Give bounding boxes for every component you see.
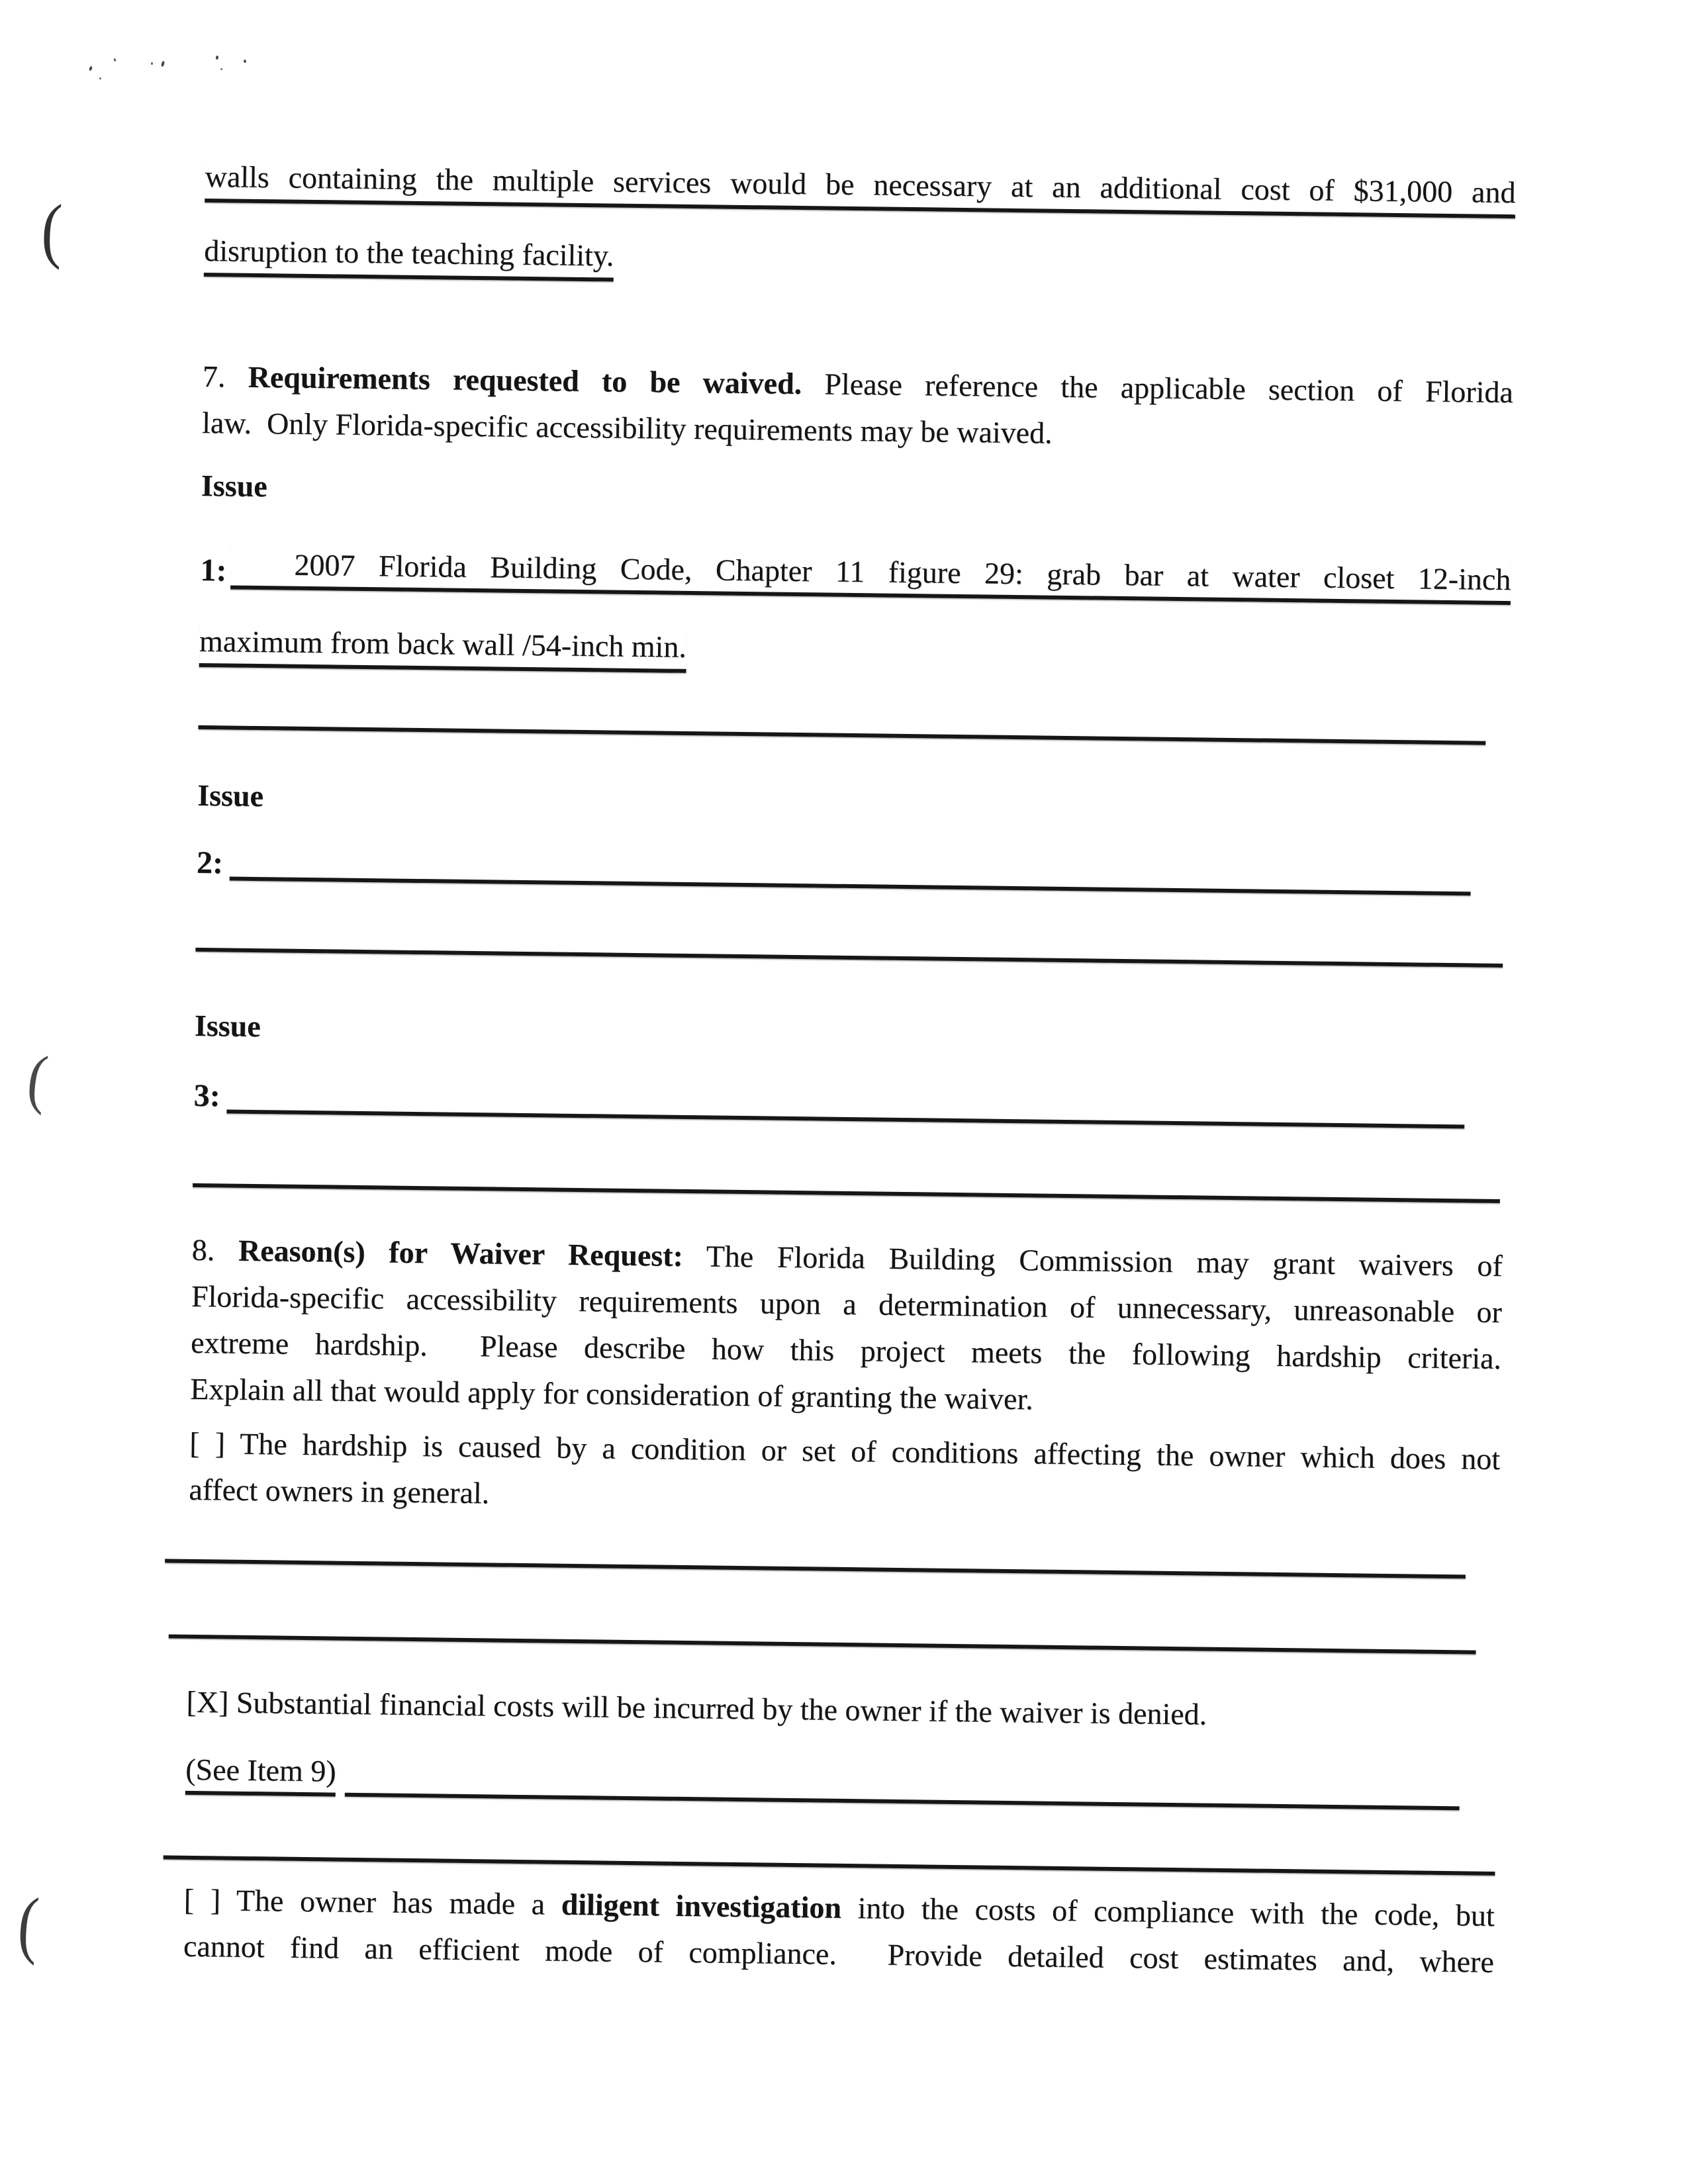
issue-2-row bbox=[197, 844, 1508, 897]
issue-2-fill-line bbox=[230, 877, 1471, 896]
ink-speck bbox=[161, 61, 165, 68]
blank-rule-4 bbox=[165, 1559, 1466, 1578]
diligent-investigation-item bbox=[183, 1877, 1495, 1985]
paragraph-line: extreme hardship. Please describe how this project meets the following hardship criteria. bbox=[190, 1325, 1502, 1376]
issue-label-1: Issue bbox=[201, 468, 267, 504]
ink-speck bbox=[89, 66, 93, 71]
document-content bbox=[183, 159, 1516, 2028]
blank-rule-3 bbox=[193, 1183, 1500, 1203]
issue-3-row bbox=[193, 1077, 1505, 1130]
issue-2-number: 2: bbox=[196, 844, 224, 881]
issue-label-3: Issue bbox=[194, 1008, 261, 1044]
paragraph-line: Florida-specific accessibility requirements upon a determination of unnecessary, unreasonable or bbox=[191, 1279, 1503, 1330]
financial-costs-item: [X] Substantial financial costs will be incurred by the owner if the waiver is denied. bbox=[186, 1684, 1207, 1731]
section-7-paragraph bbox=[202, 353, 1514, 462]
see-item-9-note: (See Item 9) bbox=[185, 1751, 336, 1797]
see-item-9-fill-line bbox=[345, 1793, 1460, 1811]
issue-1-row bbox=[200, 545, 1511, 605]
issue-1-number: 1: bbox=[200, 552, 227, 588]
ink-speck bbox=[99, 77, 101, 79]
paragraph-line: 7. Requirements requested to be waived. Please reference the applicable section of Florida bbox=[202, 359, 1514, 410]
blank-rule-1 bbox=[198, 725, 1485, 745]
paragraph-line: affect owners in general. bbox=[189, 1472, 490, 1510]
answer-text: walls containing the multiple services would be necessary at an additional cost of $31,000 and bbox=[205, 159, 1516, 218]
ink-speck bbox=[216, 56, 219, 60]
see-item-9-row bbox=[185, 1751, 1497, 1811]
paragraph-line: [ ] The hardship is caused by a condition or set of conditions affecting the owner which does not bbox=[189, 1426, 1501, 1477]
blank-rule-6 bbox=[164, 1855, 1495, 1876]
answer-text: disruption to the teaching facility. bbox=[204, 233, 614, 282]
issue-1-value-line-1: 2007 Florida Building Code, Chapter 11 figure 29: grab bar at water closet 12-inch bbox=[230, 546, 1511, 606]
hardship-condition-item bbox=[189, 1420, 1501, 1529]
blank-rule-2 bbox=[195, 948, 1503, 968]
issue-label-2: Issue bbox=[197, 778, 264, 813]
paragraph-line: Explain all that would apply for consideration of granting the waiver. bbox=[189, 1371, 1034, 1416]
margin-paren-mark: ( bbox=[23, 1040, 52, 1116]
issue-3-number: 3: bbox=[193, 1077, 221, 1114]
paragraph-line: law. Only Florida-specific accessibility requirements may be waived. bbox=[201, 405, 1053, 450]
section-8-paragraph bbox=[190, 1227, 1503, 1428]
margin-paren-mark: ( bbox=[40, 189, 64, 271]
ink-speck bbox=[243, 60, 246, 64]
ink-speck bbox=[151, 62, 153, 65]
paragraph-line: cannot find an efficient mode of compliance. Provide detailed cost estimates and, where bbox=[183, 1929, 1495, 1979]
blank-rule-5 bbox=[169, 1634, 1476, 1654]
margin-paren-mark: ( bbox=[15, 1881, 42, 1966]
issue-1-value-line-2: maximum from back wall /54-inch min. bbox=[199, 623, 687, 673]
ink-speck bbox=[220, 68, 222, 70]
issue-3-fill-line bbox=[226, 1110, 1464, 1129]
paragraph-line: [ ] The owner has made a diligent investigation into the costs of compliance with the code, but bbox=[183, 1882, 1495, 1933]
paragraph-line: 8. Reason(s) for Waiver Request: The Florida Building Commission may grant waivers of bbox=[191, 1232, 1503, 1283]
issue-1-value-line-2-wrap bbox=[199, 623, 1511, 683]
continuation-answer-line-2 bbox=[204, 233, 1515, 293]
continuation-answer-line-1 bbox=[205, 159, 1516, 218]
ink-speck bbox=[113, 58, 117, 62]
